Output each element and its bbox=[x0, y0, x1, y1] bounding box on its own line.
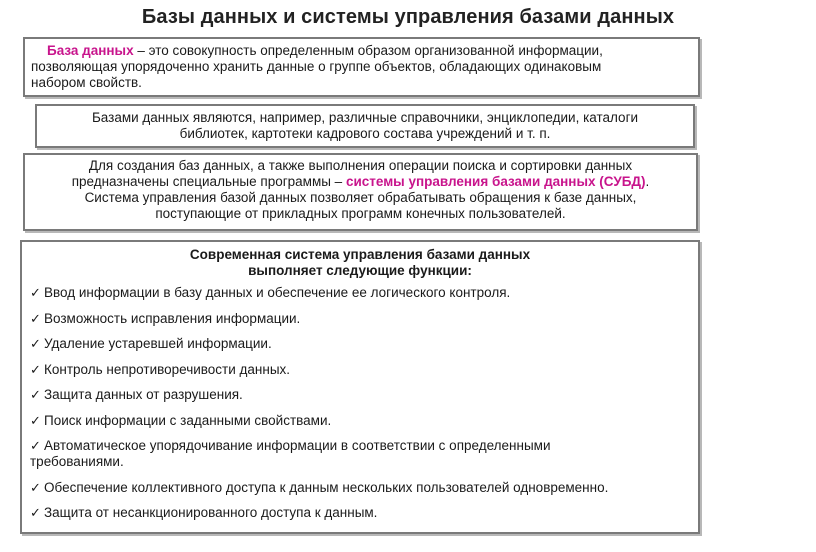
definition-line-1 bbox=[31, 43, 692, 59]
list-item-text: Защита данных от разрушения. bbox=[44, 387, 243, 402]
functions-heading-line-2: выполняет следующие функции: bbox=[248, 263, 472, 278]
list-item-text: Защита от несанкционированного доступа к данным. bbox=[44, 505, 378, 520]
definition-box bbox=[23, 37, 700, 97]
checkmark-icon: ✓ bbox=[30, 412, 41, 428]
dbms-box bbox=[23, 153, 698, 231]
list-item bbox=[30, 438, 690, 470]
list-item bbox=[30, 413, 690, 429]
list-item-text: Удаление устаревшей информации. bbox=[44, 336, 272, 351]
checkmark-icon: ✓ bbox=[30, 438, 41, 453]
list-item-text: Автоматическое упорядочивание информации в соответствии с определенными bbox=[44, 438, 551, 453]
definition-line-3: набором свойств. bbox=[31, 75, 142, 90]
checkmark-icon: ✓ bbox=[30, 310, 41, 326]
dbms-line-1: Для создания баз данных, а также выполнения операции поиска и сортировки данных bbox=[88, 158, 633, 173]
functions-heading bbox=[30, 247, 690, 279]
functions-list bbox=[30, 285, 690, 521]
list-item-text: Контроль непротиворечивости данных. bbox=[44, 361, 291, 377]
list-item bbox=[30, 336, 690, 352]
list-item bbox=[30, 311, 690, 327]
checkmark-icon: ✓ bbox=[30, 285, 41, 300]
list-item bbox=[30, 505, 690, 521]
list-item-text: Ввод информации в базу данных и обеспечение ее логического контроля. bbox=[44, 285, 511, 300]
page-title: Базы данных и системы управления базами данных bbox=[141, 6, 675, 28]
definition-term: База данных bbox=[47, 43, 134, 58]
examples-line-1: Базами данных являются, например, различные справочники, энциклопедии, каталоги bbox=[91, 110, 639, 125]
dbms-line-2-suffix: . bbox=[645, 174, 650, 189]
list-item-text: Поиск информации с заданными свойствами. bbox=[44, 412, 332, 428]
definition-line-2: позволяющая упорядоченно хранить данные о группе объектов, обладающих одинаковым bbox=[31, 59, 602, 74]
definition-text-1: – это совокупность определенным образом организованной информации, bbox=[133, 43, 603, 58]
checkmark-icon: ✓ bbox=[30, 505, 41, 520]
checkmark-icon: ✓ bbox=[30, 336, 41, 351]
dbms-term: системы управления базами данных (СУБД) bbox=[345, 174, 646, 189]
examples-line-2: библиотек, картотеки кадрового состава учреждений и т. п. bbox=[179, 126, 551, 141]
dbms-line-3: Система управления базой данных позволяет обрабатывать обращения к базе данных, bbox=[84, 190, 637, 205]
list-item-text: Возможность исправления информации. bbox=[44, 310, 301, 326]
checkmark-icon: ✓ bbox=[30, 387, 41, 402]
dbms-line-2 bbox=[31, 174, 690, 190]
functions-heading-line-1: Современная система управления базами данных bbox=[189, 247, 531, 262]
dbms-line-2-prefix: предназначены специальные программы – bbox=[71, 174, 346, 189]
list-item bbox=[30, 285, 690, 301]
examples-box bbox=[35, 104, 695, 148]
list-item-text: Обеспечение коллективного доступа к данным нескольких пользователей одновременно. bbox=[44, 479, 609, 495]
list-item bbox=[30, 362, 690, 378]
list-item-text-continued: требованиями. bbox=[30, 454, 124, 469]
list-item bbox=[30, 387, 690, 403]
checkmark-icon: ✓ bbox=[30, 361, 41, 377]
checkmark-icon: ✓ bbox=[30, 479, 41, 495]
list-item bbox=[30, 480, 690, 496]
functions-box bbox=[20, 240, 700, 534]
dbms-line-4: поступающие от прикладных программ конечных пользователей. bbox=[155, 206, 566, 221]
